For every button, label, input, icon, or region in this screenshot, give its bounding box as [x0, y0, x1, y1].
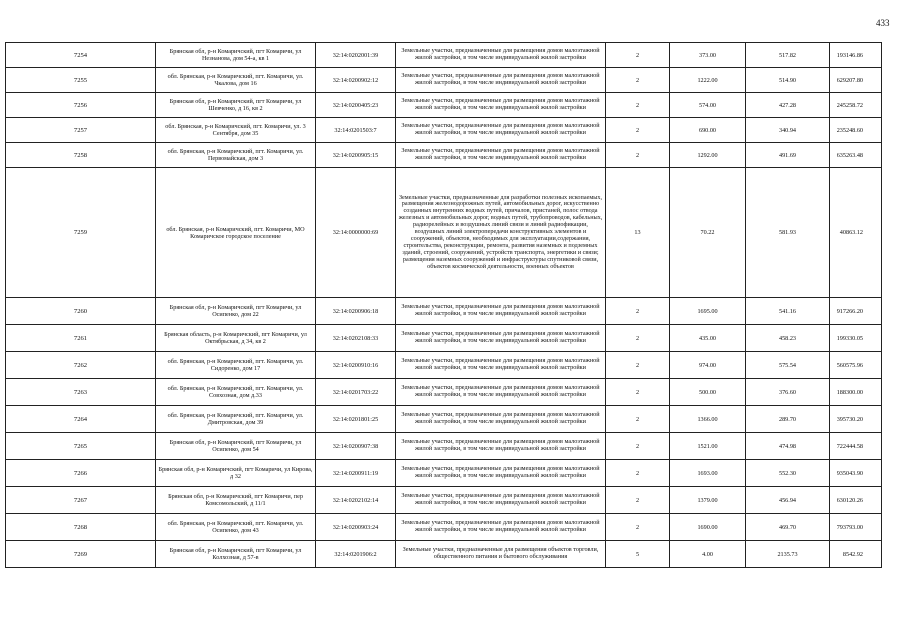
- cadastral-number-cell: 32:14:0200903:24: [316, 514, 396, 541]
- cadastral-number-cell: 32:14:0200405:23: [316, 93, 396, 118]
- specific-value-cell: 581.93: [746, 168, 830, 298]
- specific-value-cell: 376.60: [746, 379, 830, 406]
- group-cell: 13: [606, 168, 670, 298]
- area-cell: 974.00: [670, 352, 746, 379]
- area-cell: 1695.00: [670, 298, 746, 325]
- group-cell: 2: [606, 352, 670, 379]
- address-cell: обл. Брянская, р-н Комаричский, пгт. Комаричи, ул. Сидоренко, дом 17: [156, 352, 316, 379]
- land-purpose-cell: Земельные участки, предназначенные для размещения домов малоэтажной жилой застройки, в том числе индивидуальной жилой застройки: [396, 352, 606, 379]
- land-purpose-cell: Земельные участки, предназначенные для размещения домов малоэтажной жилой застройки, в том числе индивидуальной жилой застройки: [396, 325, 606, 352]
- area-cell: 1366.00: [670, 406, 746, 433]
- table-row: [6, 541, 882, 568]
- table-row: [6, 143, 882, 168]
- address-cell: Брянская обл, р-н Комаричский, пгт Комаричи, ул Осипенко, дом 54: [156, 433, 316, 460]
- cadastral-number-cell: 32:14:0200906:18: [316, 298, 396, 325]
- table-row: [6, 406, 882, 433]
- address-cell: обл. Брянская, р-н Комаричский, пгт. Комаричи, ул. Осипенко, дом 43: [156, 514, 316, 541]
- address-cell: Брянская обл, р-н Комаричский, пгт Комаричи, ул Шевченко, д 16, кв 2: [156, 93, 316, 118]
- specific-value-cell: 340.94: [746, 118, 830, 143]
- cadastral-number-cell: 32:14:0201906:2: [316, 541, 396, 568]
- address-cell: Брянская обл, р-н Комаричский, пгт Комаричи, пер Комсомольский, д 11/1: [156, 487, 316, 514]
- address-cell: обл. Брянская, р-н Комаричский, пгт. Комаричи, ул. Первомайская, дом 3: [156, 143, 316, 168]
- area-cell: 1693.00: [670, 460, 746, 487]
- table-row: [6, 93, 882, 118]
- cadastral-number-cell: 32:14:0202102:14: [316, 487, 396, 514]
- specific-value-cell: 575.54: [746, 352, 830, 379]
- specific-value-cell: 469.70: [746, 514, 830, 541]
- row-number-cell: 7267: [6, 487, 156, 514]
- cadastral-number-cell: 32:14:0202108:33: [316, 325, 396, 352]
- address-cell: Брянская обл, р-н Комаричский, пгт Комаричи, ул Колхозная, д 57-в: [156, 541, 316, 568]
- specific-value-cell: 491.69: [746, 143, 830, 168]
- cadastral-number-cell: 32:14:0201503:7: [316, 118, 396, 143]
- address-cell: обл. Брянская, р-н Комаричский, пгт. Комаричи, МО Комаричское городское поселение: [156, 168, 316, 298]
- group-cell: 2: [606, 379, 670, 406]
- table-row: [6, 298, 882, 325]
- land-purpose-cell: Земельные участки, предназначенные для размещения домов малоэтажной жилой застройки, в том числе индивидуальной жилой застройки: [396, 118, 606, 143]
- cadastral-number-cell: 32:14:0200907:38: [316, 433, 396, 460]
- table-row: [6, 118, 882, 143]
- group-cell: 5: [606, 541, 670, 568]
- cadastral-value-cell: 935043.90: [830, 460, 882, 487]
- area-cell: 500.00: [670, 379, 746, 406]
- table-row: [6, 514, 882, 541]
- address-cell: обл. Брянская, р-н Комаричский, пгт. Комаричи, ул. Совхозная, дом д.33: [156, 379, 316, 406]
- row-number-cell: 7259: [6, 168, 156, 298]
- specific-value-cell: 474.98: [746, 433, 830, 460]
- area-cell: 1521.00: [670, 433, 746, 460]
- specific-value-cell: 2135.73: [746, 541, 830, 568]
- row-number-cell: 7263: [6, 379, 156, 406]
- group-cell: 2: [606, 325, 670, 352]
- row-number-cell: 7264: [6, 406, 156, 433]
- cadastral-number-cell: 32:14:0202001:39: [316, 43, 396, 68]
- row-number-cell: 7269: [6, 541, 156, 568]
- area-cell: 70.22: [670, 168, 746, 298]
- address-cell: Брянская обл, р-н Комаричский, пгт Комаричи, ул Незнанова, дом 54-а, кв 1: [156, 43, 316, 68]
- address-cell: Брянская обл, р-н Комаричский, пгт Комаричи, ул Осипенко, дом 22: [156, 298, 316, 325]
- land-purpose-cell: Земельные участки, предназначенные для размещения домов малоэтажной жилой застройки, в том числе индивидуальной жилой застройки: [396, 379, 606, 406]
- table-row: [6, 43, 882, 68]
- area-cell: 690.00: [670, 118, 746, 143]
- group-cell: 2: [606, 143, 670, 168]
- cadastral-value-cell: 635263.48: [830, 143, 882, 168]
- land-purpose-cell: Земельные участки, предназначенные для размещения домов малоэтажной жилой застройки, в том числе индивидуальной жилой застройки: [396, 93, 606, 118]
- group-cell: 2: [606, 43, 670, 68]
- area-cell: 435.00: [670, 325, 746, 352]
- land-purpose-cell: Земельные участки, предназначенные для размещения домов малоэтажной жилой застройки, в том числе индивидуальной жилой застройки: [396, 406, 606, 433]
- table-row: [6, 352, 882, 379]
- cadastral-number-cell: 32:14:0200905:15: [316, 143, 396, 168]
- address-cell: обл. Брянская, р-н Комаричский, пгт. Комаричи, ул. Чкалова, дом 16: [156, 68, 316, 93]
- row-number-cell: 7268: [6, 514, 156, 541]
- group-cell: 2: [606, 406, 670, 433]
- area-cell: 4.00: [670, 541, 746, 568]
- land-purpose-cell: Земельные участки, предназначенные для размещения домов малоэтажной жилой застройки, в том числе индивидуальной жилой застройки: [396, 143, 606, 168]
- specific-value-cell: 517.82: [746, 43, 830, 68]
- row-number-cell: 7262: [6, 352, 156, 379]
- address-cell: Брянская обл, р-н Комаричский, пгт Комаричи, ул Кирова, д 32: [156, 460, 316, 487]
- cadastral-number-cell: 32:14:0200911:19: [316, 460, 396, 487]
- land-purpose-cell: Земельные участки, предназначенные для размещения домов малоэтажной жилой застройки, в том числе индивидуальной жилой застройки: [396, 487, 606, 514]
- row-number-cell: 7255: [6, 68, 156, 93]
- address-cell: Брянская область, р-н Комаричский, пгт Комаричи, ул Октябрьская, д 34, кв 2: [156, 325, 316, 352]
- cadastral-value-cell: 395730.20: [830, 406, 882, 433]
- area-cell: 1379.00: [670, 487, 746, 514]
- land-purpose-cell: Земельные участки, предназначенные для размещения домов малоэтажной жилой застройки, в том числе индивидуальной жилой застройки: [396, 433, 606, 460]
- table-row: [6, 460, 882, 487]
- area-cell: 1222.00: [670, 68, 746, 93]
- row-number-cell: 7256: [6, 93, 156, 118]
- land-purpose-cell: Земельные участки, предназначенные для размещения объектов торговли, общественного питания и бытового обслуживания: [396, 541, 606, 568]
- group-cell: 2: [606, 93, 670, 118]
- table-row: [6, 487, 882, 514]
- land-purpose-cell: Земельные участки, предназначенные для размещения домов малоэтажной жилой застройки, в том числе индивидуальной жилой застройки: [396, 43, 606, 68]
- cadastral-value-cell: 199330.05: [830, 325, 882, 352]
- cadastral-value-cell: 235248.60: [830, 118, 882, 143]
- cadastral-value-table: [5, 42, 882, 568]
- cadastral-value-cell: 630120.26: [830, 487, 882, 514]
- area-cell: 373.00: [670, 43, 746, 68]
- specific-value-cell: 552.30: [746, 460, 830, 487]
- row-number-cell: 7261: [6, 325, 156, 352]
- specific-value-cell: 514.90: [746, 68, 830, 93]
- cadastral-value-cell: 245258.72: [830, 93, 882, 118]
- land-purpose-cell: Земельные участки, предназначенные для размещения домов малоэтажной жилой застройки, в том числе индивидуальной жилой застройки: [396, 68, 606, 93]
- row-number-cell: 7260: [6, 298, 156, 325]
- cadastral-value-cell: 40863.12: [830, 168, 882, 298]
- group-cell: 2: [606, 298, 670, 325]
- cadastral-value-cell: 917266.20: [830, 298, 882, 325]
- table-row: [6, 379, 882, 406]
- land-purpose-cell: Земельные участки, предназначенные для размещения домов малоэтажной жилой застройки, в том числе индивидуальной жилой застройки: [396, 460, 606, 487]
- area-cell: 1690.00: [670, 514, 746, 541]
- group-cell: 2: [606, 68, 670, 93]
- table-row: [6, 325, 882, 352]
- group-cell: 2: [606, 460, 670, 487]
- cadastral-number-cell: 32:14:0000000:69: [316, 168, 396, 298]
- row-number-cell: 7265: [6, 433, 156, 460]
- address-cell: обл. Брянская, р-н Комаричский, пгт. Комаричи, ул. Дмитровская, дом 39: [156, 406, 316, 433]
- land-purpose-cell: Земельные участки, предназначенные для размещения домов малоэтажной жилой застройки, в том числе индивидуальной жилой застройки: [396, 298, 606, 325]
- group-cell: 2: [606, 487, 670, 514]
- page-number: 433: [876, 18, 890, 28]
- land-purpose-cell: Земельные участки, предназначенные для размещения домов малоэтажной жилой застройки, в том числе индивидуальной жилой застройки: [396, 514, 606, 541]
- cadastral-number-cell: 32:14:0201703:22: [316, 379, 396, 406]
- cadastral-number-cell: 32:14:0200910:16: [316, 352, 396, 379]
- table-row: [6, 168, 882, 298]
- cadastral-number-cell: 32:14:0200902:12: [316, 68, 396, 93]
- table-row: [6, 68, 882, 93]
- cadastral-value-cell: 193146.86: [830, 43, 882, 68]
- table-row: [6, 433, 882, 460]
- address-cell: обл. Брянская, р-н Комаричский, пгт. Комаричи, ул. 3 Сентября, дом 35: [156, 118, 316, 143]
- specific-value-cell: 458.23: [746, 325, 830, 352]
- specific-value-cell: 456.94: [746, 487, 830, 514]
- area-cell: 574.00: [670, 93, 746, 118]
- cadastral-value-cell: 8542.92: [830, 541, 882, 568]
- group-cell: 2: [606, 514, 670, 541]
- cadastral-value-cell: 560575.96: [830, 352, 882, 379]
- cadastral-value-cell: 188300.00: [830, 379, 882, 406]
- specific-value-cell: 541.16: [746, 298, 830, 325]
- group-cell: 2: [606, 118, 670, 143]
- cadastral-value-cell: 722444.58: [830, 433, 882, 460]
- cadastral-number-cell: 32:14:0201801:25: [316, 406, 396, 433]
- row-number-cell: 7257: [6, 118, 156, 143]
- row-number-cell: 7254: [6, 43, 156, 68]
- land-purpose-cell: Земельные участки, предназначенные для разработки полезных ископаемых, размещения железнодорожных путей, автомобильных дорог, искусственно созданных внутренних водных путей, причалов, пристаней, полос отвода железных и автомобильных дорог, водных путей, трубопроводов, кабельных, радиорелейных и воздушных линий связи и линий радиофикации, воздушных линий электропередачи конструктивных элементов и сооружений, объектов, необходимых для эксплуатации,содержания, строительства, реконструкции, ремонта, развития наземных и подземных зданий, строений, сооружений, устройств транспорта, энергетики и связи; размещения наземных сооружений и инфраструктуры спутниковой связи, объектов космической деятельности, военных объектов: [396, 168, 606, 298]
- cadastral-value-cell: 793793.00: [830, 514, 882, 541]
- group-cell: 2: [606, 433, 670, 460]
- row-number-cell: 7258: [6, 143, 156, 168]
- row-number-cell: 7266: [6, 460, 156, 487]
- cadastral-value-cell: 629207.80: [830, 68, 882, 93]
- specific-value-cell: 289.70: [746, 406, 830, 433]
- area-cell: 1292.00: [670, 143, 746, 168]
- specific-value-cell: 427.28: [746, 93, 830, 118]
